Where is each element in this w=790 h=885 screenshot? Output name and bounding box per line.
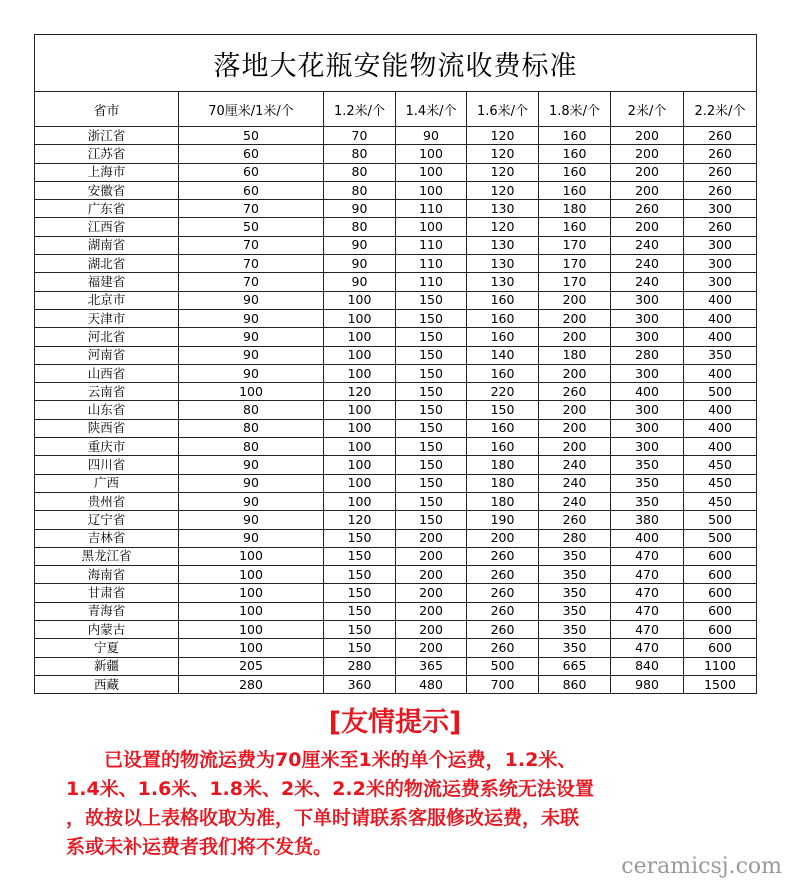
table-row [35,309,757,327]
fee-cell: 150 [324,621,396,639]
fee-cell: 130 [467,273,539,291]
fee-cell: 60 [179,181,324,199]
fee-cell: 260 [539,511,611,529]
region-cell: 西藏 [35,675,179,693]
table-row [35,383,757,401]
fee-cell: 150 [324,584,396,602]
fee-cell: 60 [179,145,324,163]
fee-cell: 260 [467,639,539,657]
fee-cell: 200 [539,309,611,327]
fee-cell: 140 [467,346,539,364]
fee-cell: 150 [324,566,396,584]
fee-cell: 110 [396,200,467,218]
region-cell: 黑龙江省 [35,547,179,565]
table-row [35,328,757,346]
fee-cell: 200 [396,621,467,639]
fee-cell: 120 [324,511,396,529]
fee-cell: 500 [684,511,757,529]
header-size-7: 2.2米/个 [684,92,757,127]
region-cell: 河南省 [35,346,179,364]
fee-cell: 300 [684,273,757,291]
fee-cell: 200 [539,419,611,437]
fee-cell: 400 [684,328,757,346]
fee-cell: 120 [467,218,539,236]
region-cell: 辽宁省 [35,511,179,529]
table-row [35,364,757,382]
fee-cell: 500 [467,657,539,675]
table-row [35,529,757,547]
table-row [35,291,757,309]
table-row [35,181,757,199]
fee-cell: 350 [539,584,611,602]
fee-cell: 200 [396,602,467,620]
fee-cell: 80 [324,181,396,199]
fee-cell: 90 [179,492,324,510]
fee-cell: 100 [324,401,396,419]
table-row [35,145,757,163]
notice-line: 系或未补运费者我们将不发货。 [66,836,333,858]
fee-cell: 240 [611,255,684,273]
fee-cell: 260 [611,200,684,218]
fee-cell: 90 [396,127,467,145]
fee-cell: 400 [611,529,684,547]
notice-line: 1.4米、1.6米、1.8米、2米、2.2米的物流运费系统无法设置 [66,778,594,800]
fee-cell: 200 [539,364,611,382]
fee-cell: 600 [684,602,757,620]
table-row [35,273,757,291]
fee-cell: 470 [611,639,684,657]
table-row [35,419,757,437]
fee-cell: 400 [684,438,757,456]
fee-cell: 200 [611,181,684,199]
fee-cell: 240 [539,474,611,492]
fee-cell: 240 [611,273,684,291]
fee-cell: 120 [467,127,539,145]
notice-body [66,746,756,862]
fee-cell: 130 [467,236,539,254]
fee-cell: 400 [684,401,757,419]
fee-cell: 400 [684,364,757,382]
fee-cell: 160 [467,309,539,327]
fee-cell: 120 [324,383,396,401]
fee-cell: 240 [539,492,611,510]
fee-cell: 80 [179,419,324,437]
fee-cell: 150 [396,401,467,419]
fee-cell: 90 [324,200,396,218]
fee-cell: 860 [539,675,611,693]
fee-cell: 150 [324,547,396,565]
fee-cell: 160 [539,218,611,236]
fee-cell: 70 [179,255,324,273]
fee-cell: 120 [467,163,539,181]
fee-cell: 190 [467,511,539,529]
fee-cell: 470 [611,602,684,620]
table-row [35,456,757,474]
fee-cell: 150 [396,291,467,309]
fee-cell: 300 [684,255,757,273]
fee-cell: 50 [179,127,324,145]
fee-cell: 100 [324,419,396,437]
fee-cell: 300 [611,328,684,346]
fee-cell: 500 [684,383,757,401]
fee-cell: 100 [396,218,467,236]
fee-cell: 400 [684,291,757,309]
fee-cell: 150 [396,511,467,529]
notice-line: 已设置的物流运费为70厘米至1米的单个运费，1.2米、 [66,749,577,771]
fee-cell: 100 [324,328,396,346]
fee-cell: 400 [684,419,757,437]
header-row [35,92,757,127]
fee-cell: 350 [684,346,757,364]
fee-cell: 150 [396,456,467,474]
fee-cell: 300 [684,200,757,218]
fee-cell: 100 [179,383,324,401]
region-cell: 江苏省 [35,145,179,163]
fee-cell: 70 [179,273,324,291]
fee-cell: 300 [611,291,684,309]
fee-cell: 90 [179,511,324,529]
fee-cell: 1500 [684,675,757,693]
fee-cell: 170 [539,273,611,291]
fee-cell: 150 [396,346,467,364]
fee-cell: 90 [179,529,324,547]
table-row [35,346,757,364]
fee-cell: 80 [179,438,324,456]
table-row [35,511,757,529]
fee-cell: 100 [324,291,396,309]
fee-cell: 200 [396,639,467,657]
fee-cell: 665 [539,657,611,675]
fee-cell: 600 [684,566,757,584]
fee-cell: 480 [396,675,467,693]
fee-cell: 100 [179,566,324,584]
fee-cell: 600 [684,639,757,657]
table-row [35,547,757,565]
fee-cell: 840 [611,657,684,675]
region-cell: 天津市 [35,309,179,327]
fee-cell: 400 [684,309,757,327]
fee-cell: 120 [467,181,539,199]
fee-cell: 160 [467,364,539,382]
notice-title: [友情提示] [328,707,462,738]
fee-cell: 600 [684,547,757,565]
fee-cell: 260 [467,602,539,620]
fee-cell: 500 [684,529,757,547]
fee-cell: 300 [684,236,757,254]
fee-cell: 200 [467,529,539,547]
fee-cell: 160 [539,181,611,199]
fee-cell: 90 [179,291,324,309]
fee-cell: 150 [324,529,396,547]
fee-cell: 100 [324,346,396,364]
fee-cell: 150 [467,401,539,419]
fee-cell: 450 [684,492,757,510]
fee-cell: 90 [324,273,396,291]
table-row [35,602,757,620]
fee-cell: 100 [324,364,396,382]
fee-cell: 350 [539,621,611,639]
fee-cell: 280 [179,675,324,693]
fee-cell: 100 [324,456,396,474]
fee-cell: 180 [539,200,611,218]
header-size-4: 1.6米/个 [467,92,539,127]
fee-cell: 470 [611,547,684,565]
table-row [35,492,757,510]
fee-cell: 200 [611,163,684,181]
fee-cell: 60 [179,163,324,181]
fee-cell: 200 [396,566,467,584]
fee-cell: 70 [179,200,324,218]
region-cell: 山西省 [35,364,179,382]
fee-cell: 260 [467,547,539,565]
fee-cell: 1100 [684,657,757,675]
region-cell: 甘肃省 [35,584,179,602]
fee-cell: 260 [684,127,757,145]
fee-cell: 260 [467,566,539,584]
fee-cell: 450 [684,474,757,492]
fee-cell: 150 [324,639,396,657]
fee-cell: 200 [611,145,684,163]
region-cell: 江西省 [35,218,179,236]
fee-cell: 90 [179,456,324,474]
table-body [35,127,757,694]
table-row [35,255,757,273]
fee-cell: 90 [324,236,396,254]
region-cell: 内蒙古 [35,621,179,639]
header-size-1: 70厘米/1米/个 [179,92,324,127]
fee-cell: 80 [324,163,396,181]
table-row [35,163,757,181]
fee-cell: 150 [396,383,467,401]
fee-cell: 130 [467,200,539,218]
fee-cell: 350 [539,639,611,657]
fee-cell: 150 [396,474,467,492]
fee-cell: 100 [324,438,396,456]
fee-cell: 150 [396,309,467,327]
fee-cell: 205 [179,657,324,675]
fee-cell: 160 [467,419,539,437]
fee-cell: 200 [396,547,467,565]
shipping-fee-table [34,34,757,694]
fee-cell: 200 [539,401,611,419]
fee-cell: 100 [396,181,467,199]
region-cell: 陕西省 [35,419,179,437]
fee-cell: 90 [324,255,396,273]
fee-cell: 150 [396,492,467,510]
table-row [35,639,757,657]
region-cell: 重庆市 [35,438,179,456]
fee-cell: 300 [611,401,684,419]
fee-cell: 100 [179,602,324,620]
fee-cell: 980 [611,675,684,693]
table-row [35,566,757,584]
fee-cell: 380 [611,511,684,529]
fee-cell: 170 [539,236,611,254]
fee-cell: 360 [324,675,396,693]
fee-cell: 160 [539,163,611,181]
fee-cell: 180 [467,474,539,492]
region-cell: 新疆 [35,657,179,675]
fee-cell: 200 [539,291,611,309]
table-row [35,584,757,602]
table-row [35,438,757,456]
fee-cell: 150 [324,602,396,620]
fee-cell: 260 [539,383,611,401]
fee-cell: 200 [396,529,467,547]
fee-cell: 280 [611,346,684,364]
fee-cell: 350 [611,474,684,492]
region-cell: 广东省 [35,200,179,218]
fee-cell: 90 [179,346,324,364]
region-cell: 宁夏 [35,639,179,657]
fee-cell: 160 [467,291,539,309]
table-title: 落地大花瓶安能物流收费标准 [35,35,757,92]
fee-cell: 100 [396,163,467,181]
fee-cell: 200 [539,328,611,346]
table-row [35,657,757,675]
fee-cell: 150 [396,328,467,346]
header-size-5: 1.8米/个 [539,92,611,127]
fee-cell: 260 [467,584,539,602]
header-size-6: 2米/个 [611,92,684,127]
fee-cell: 100 [179,547,324,565]
fee-cell: 50 [179,218,324,236]
fee-cell: 600 [684,621,757,639]
region-cell: 贵州省 [35,492,179,510]
fee-cell: 90 [179,309,324,327]
fee-cell: 260 [684,163,757,181]
fee-cell: 365 [396,657,467,675]
notice-line: ，故按以上表格收取为准，下单时请联系客服修改运费，未联 [66,807,580,829]
fee-cell: 80 [324,218,396,236]
table-row [35,236,757,254]
fee-cell: 280 [539,529,611,547]
table-row [35,621,757,639]
fee-cell: 240 [539,456,611,474]
watermark: ceramicsj.com [621,854,782,879]
table-row [35,401,757,419]
header-size-3: 1.4米/个 [396,92,467,127]
region-cell: 山东省 [35,401,179,419]
header-size-2: 1.2米/个 [324,92,396,127]
fee-cell: 120 [467,145,539,163]
region-cell: 吉林省 [35,529,179,547]
fee-cell: 100 [179,639,324,657]
fee-cell: 300 [611,419,684,437]
fee-cell: 200 [396,584,467,602]
fee-cell: 80 [324,145,396,163]
table-row [35,675,757,693]
fee-cell: 160 [539,145,611,163]
fee-cell: 260 [684,218,757,236]
fee-cell: 220 [467,383,539,401]
region-cell: 湖南省 [35,236,179,254]
fee-cell: 130 [467,255,539,273]
fee-cell: 240 [611,236,684,254]
fee-cell: 180 [539,346,611,364]
region-cell: 广西 [35,474,179,492]
fee-cell: 90 [179,364,324,382]
header-region: 省市 [35,92,179,127]
fee-cell: 260 [467,621,539,639]
table-row [35,127,757,145]
table-row [35,200,757,218]
fee-cell: 470 [611,621,684,639]
fee-cell: 400 [611,383,684,401]
fee-cell: 70 [179,236,324,254]
fee-cell: 700 [467,675,539,693]
fee-cell: 160 [539,127,611,145]
fee-cell: 70 [324,127,396,145]
fee-cell: 350 [539,566,611,584]
fee-cell: 350 [611,456,684,474]
region-cell: 安徽省 [35,181,179,199]
fee-cell: 470 [611,566,684,584]
fee-cell: 180 [467,456,539,474]
fee-cell: 150 [396,364,467,382]
fee-cell: 470 [611,584,684,602]
fee-cell: 160 [467,328,539,346]
region-cell: 四川省 [35,456,179,474]
fee-cell: 280 [324,657,396,675]
fee-cell: 200 [611,127,684,145]
region-cell: 湖北省 [35,255,179,273]
fee-cell: 170 [539,255,611,273]
fee-cell: 100 [179,621,324,639]
fee-cell: 110 [396,255,467,273]
fee-cell: 100 [324,492,396,510]
region-cell: 河北省 [35,328,179,346]
region-cell: 浙江省 [35,127,179,145]
fee-cell: 100 [324,309,396,327]
fee-cell: 110 [396,236,467,254]
table-row [35,218,757,236]
fee-cell: 150 [396,419,467,437]
fee-cell: 200 [611,218,684,236]
fee-cell: 100 [396,145,467,163]
fee-cell: 180 [467,492,539,510]
fee-cell: 110 [396,273,467,291]
fee-cell: 600 [684,584,757,602]
fee-cell: 260 [684,145,757,163]
region-cell: 青海省 [35,602,179,620]
table-row [35,474,757,492]
region-cell: 上海市 [35,163,179,181]
region-cell: 福建省 [35,273,179,291]
fee-cell: 350 [539,602,611,620]
fee-cell: 350 [539,547,611,565]
fee-cell: 260 [684,181,757,199]
fee-cell: 160 [467,438,539,456]
fee-cell: 450 [684,456,757,474]
fee-cell: 200 [539,438,611,456]
fee-cell: 300 [611,364,684,382]
region-cell: 云南省 [35,383,179,401]
fee-cell: 90 [179,328,324,346]
fee-cell: 300 [611,309,684,327]
fee-cell: 100 [179,584,324,602]
fee-cell: 80 [179,401,324,419]
fee-cell: 150 [396,438,467,456]
fee-cell: 90 [179,474,324,492]
region-cell: 海南省 [35,566,179,584]
fee-cell: 300 [611,438,684,456]
fee-cell: 350 [611,492,684,510]
fee-cell: 100 [324,474,396,492]
region-cell: 北京市 [35,291,179,309]
